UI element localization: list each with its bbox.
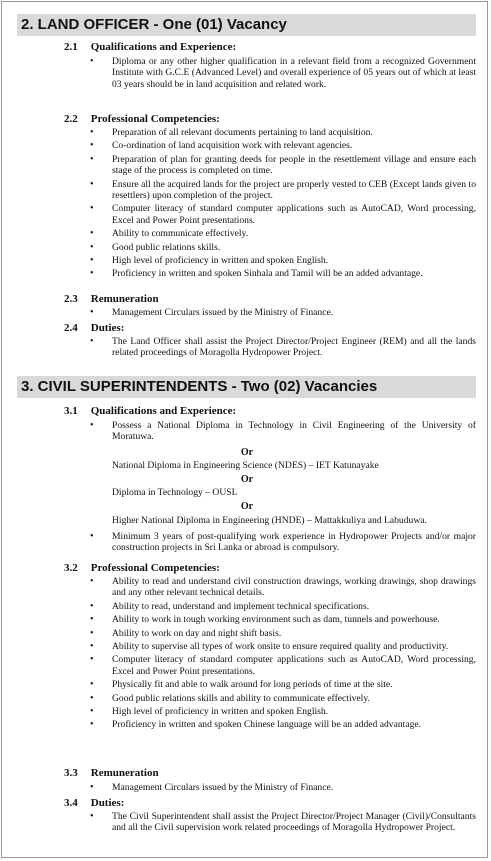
list-item: • Ability to work on day and night shift basis. xyxy=(112,628,476,639)
list-item: • Ability to communicate effectively. xyxy=(112,228,476,239)
subsection-number: 2.4 xyxy=(64,322,78,334)
subsection-title: Remuneration xyxy=(90,767,159,779)
or-separator: Or xyxy=(240,447,254,458)
list-item: • Good public relations skills. xyxy=(112,242,476,253)
list-item: • Proficiency in written and spoken Sinhala and Tamil will be an added advantage. xyxy=(112,268,476,279)
list-item: • Diploma or any other higher qualification in a relevant field from a recognized Government Institute with G.C.E (Advanced Level) and overall experience of 05 years out of which at least 03 years should be in land acquisition and related work. xyxy=(112,56,476,90)
list-item: • Co-ordination of land acquisition work with relevant agencies. xyxy=(112,140,476,151)
subsection-number: 2.1 xyxy=(64,41,78,53)
section-2-title: 2. LAND OFFICER - One (01) Vacancy xyxy=(17,14,476,36)
qualifications-list xyxy=(112,56,476,92)
subsection-number: 3.2 xyxy=(64,562,78,574)
qualifications-list xyxy=(112,420,476,445)
subsection-title: Qualifications and Experience: xyxy=(90,405,237,417)
subsection-2-1 xyxy=(64,41,236,54)
alternative-qualification: Diploma in Technology – OUSL xyxy=(112,487,238,498)
duties-list xyxy=(112,336,476,361)
section-3-title: 3. CIVIL SUPERINTENDENTS - Two (02) Vacancies xyxy=(17,376,476,398)
competencies-list xyxy=(112,576,476,733)
experience-list xyxy=(112,531,476,556)
list-item: • Ability to read and understand civil construction drawings, working drawings, shop drawings and any other relevant technical details. xyxy=(112,576,476,599)
subsection-2-2 xyxy=(64,113,220,126)
remuneration-list xyxy=(112,307,476,320)
subsection-title: Professional Competencies: xyxy=(90,113,220,125)
duties-list xyxy=(112,811,476,836)
alternative-qualification: National Diploma in Engineering Science (NDES) – IET Katunayake xyxy=(112,460,379,471)
subsection-title: Duties: xyxy=(90,797,125,809)
list-item: • Preparation of all relevant documents pertaining to land acquisition. xyxy=(112,127,476,138)
subsection-number: 3.1 xyxy=(64,405,78,417)
list-item: • Minimum 3 years of post-qualifying work experience in Hydropower Projects and/or major construction projects in Sri Lanka or abroad is compulsory. xyxy=(112,531,476,554)
list-item: • High level of proficiency in written and spoken English. xyxy=(112,255,476,266)
subsection-3-3 xyxy=(64,767,159,780)
subsection-number: 3.3 xyxy=(64,767,78,779)
list-item: • Computer literacy of standard computer applications such as AutoCAD, Word processing, Excel and Power Point presentations. xyxy=(112,654,476,677)
list-item: • Management Circulars issued by the Ministry of Finance. xyxy=(112,782,476,793)
remuneration-list xyxy=(112,782,476,795)
subsection-3-4 xyxy=(64,797,124,810)
list-item: • Computer literacy of standard computer applications such as AutoCAD, Word processing, Excel and Power Point presentations. xyxy=(112,203,476,226)
list-item: • The Civil Superintendent shall assist the Project Director/Project Manager (Civil)/Consultants and all the Civil supervision work related proceedings of Moragolla Hydropower Project. xyxy=(112,811,476,834)
alternative-qualification: Higher National Diploma in Engineering (HNDE) – Mattakkuliya and Labuduwa. xyxy=(112,515,427,526)
list-item: • The Land Officer shall assist the Project Director/Project Engineer (REM) and all the lands related proceedings of Moragolla Hydropower Project. xyxy=(112,336,476,359)
subsection-number: 3.4 xyxy=(64,797,78,809)
list-item: • Preparation of plan for granting deeds for people in the resettlement village and ensure each stage of the process is completed on time. xyxy=(112,154,476,177)
subsection-2-3 xyxy=(64,293,159,306)
list-item: • Possess a National Diploma in Technology in Civil Engineering of the University of Moratuwa. xyxy=(112,420,476,443)
list-item: • Physically fit and able to walk around for long periods of time at the site. xyxy=(112,679,476,690)
list-item: • Ability to supervise all types of work onsite to ensure required quality and productivity. xyxy=(112,641,476,652)
list-item: • Management Circulars issued by the Ministry of Finance. xyxy=(112,307,476,318)
or-separator: Or xyxy=(240,501,254,512)
list-item: • Proficiency in written and spoken Chinese language will be an added advantage. xyxy=(112,719,476,730)
subsection-title: Professional Competencies: xyxy=(90,562,220,574)
subsection-2-4 xyxy=(64,322,124,335)
subsection-title: Qualifications and Experience: xyxy=(90,41,237,53)
or-separator: Or xyxy=(240,474,254,485)
list-item: • Good public relations skills and ability to communicate effectively. xyxy=(112,693,476,704)
subsection-number: 2.3 xyxy=(64,293,78,305)
list-item: • Ability to read, understand and implement technical specifications. xyxy=(112,601,476,612)
subsection-title: Remuneration xyxy=(90,293,159,305)
subsection-number: 2.2 xyxy=(64,113,78,125)
subsection-3-1 xyxy=(64,405,236,418)
list-item: • Ability to work in tough working environment such as dam, tunnels and powerhouse. xyxy=(112,614,476,625)
subsection-3-2 xyxy=(64,562,220,575)
subsection-title: Duties: xyxy=(90,322,125,334)
competencies-list xyxy=(112,127,476,282)
list-item: • High level of proficiency in written and spoken English. xyxy=(112,706,476,717)
list-item: • Ensure all the acquired lands for the project are properly vested to CEB (Except lands given to resettlers) upon completion of the project. xyxy=(112,179,476,202)
